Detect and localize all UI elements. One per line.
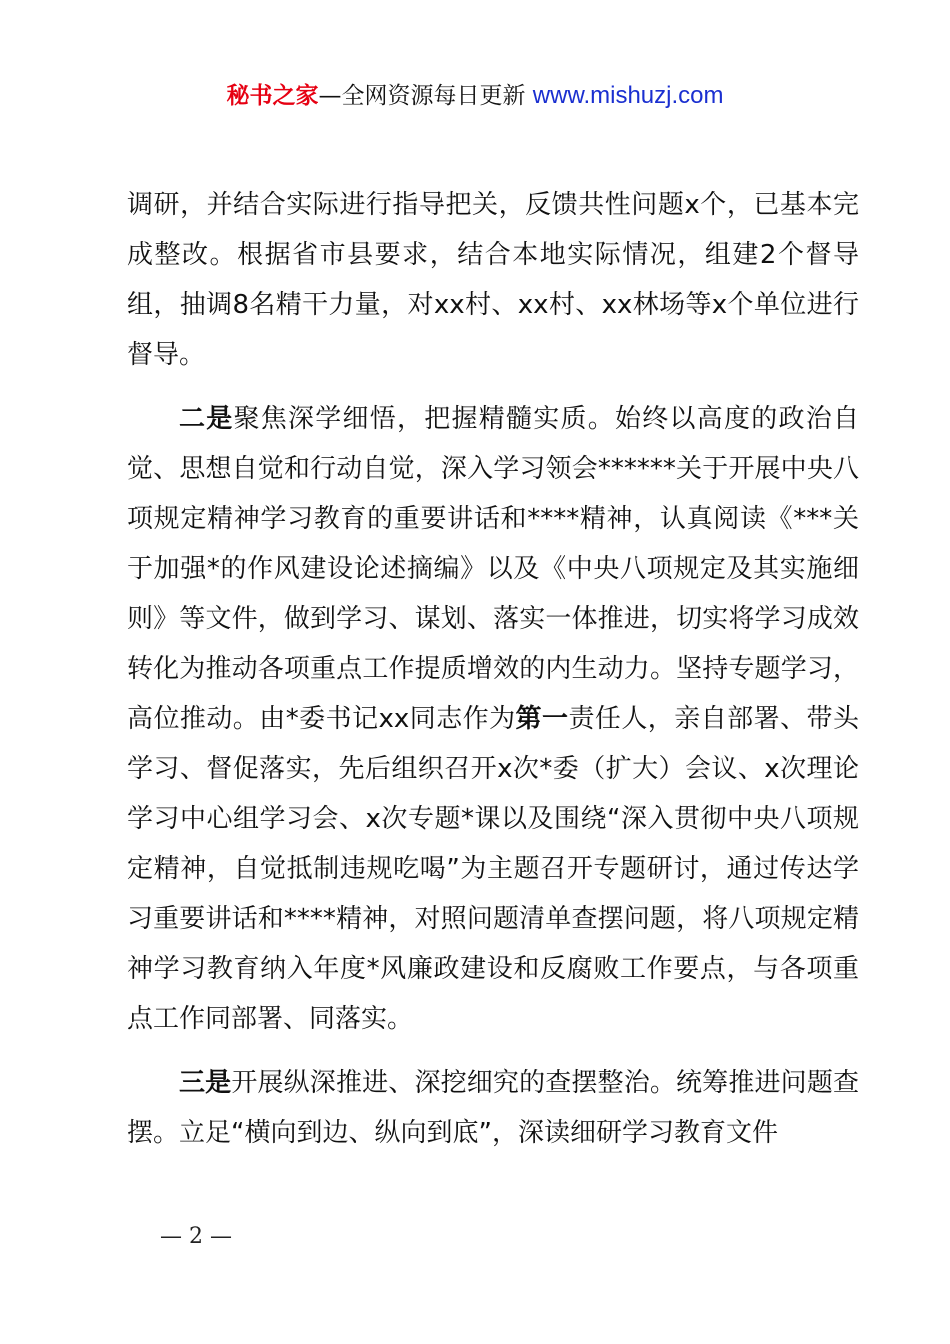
paragraph-2-lead: 二是 bbox=[179, 404, 234, 434]
page-number: — 2 — bbox=[160, 1224, 232, 1249]
paragraph-1 bbox=[127, 180, 859, 380]
paragraph-2-text-before: 聚焦深学细悟，把握精髓实质。始终以高度的政治自觉、思想自觉和行动自觉，深入学习领会******关于开展中央八项规定精神学习教育的重要讲话和****精神，认真阅读《***关于加强*的作风建设论述摘编》以及《中央八项规定及其实施细则》等文件，做到学习、谋划、落实一体推进，切实将学习成效转化为推动各项重点工作提质增效的内生动力。坚持专题学习，高位推动。由*委书记xx同志作为 bbox=[127, 404, 859, 734]
paragraph-2-text-after: 责任人，亲自部署、带头学习、督促落实，先后组织召开x次*委（扩大）会议、x次理论学习中心组学习会、x次专题*课以及围绕“深入贯彻中央八项规定精神，自觉抵制违规吃喝”为主题召开专题研讨，通过传达学习重要讲话和****精神，对照问题清单查摆问题，将八项规定精神学习教育纳入年度*风廉政建设和反腐败工作要点，与各项重点工作同部署、同落实。 bbox=[127, 704, 859, 1034]
paragraph-2 bbox=[127, 394, 859, 1044]
site-header bbox=[0, 80, 950, 112]
header-tagline: —全网资源每日更新 bbox=[318, 83, 533, 109]
paragraph-3 bbox=[127, 1058, 859, 1158]
brand-name: 秘书之家 bbox=[226, 83, 319, 109]
paragraph-3-lead: 三是 bbox=[179, 1068, 232, 1098]
paragraph-2-bold-term: 第一 bbox=[515, 704, 569, 734]
site-url-link[interactable]: www.mishuzj.com bbox=[532, 82, 724, 109]
paragraph-3-text: 开展纵深推进、深挖细究的查摆整治。统筹推进问题查摆。立足“横向到边、纵向到底”，深读细研学习教育文件 bbox=[127, 1068, 859, 1148]
paragraph-1-text: 调研，并结合实际进行指导把关，反馈共性问题x个，已基本完成整改。根据省市县要求，结合本地实际情况，组建2个督导组，抽调8名精干力量，对xx村、xx村、xx林场等x个单位进行督导。 bbox=[127, 190, 859, 370]
document-body bbox=[127, 180, 859, 1158]
